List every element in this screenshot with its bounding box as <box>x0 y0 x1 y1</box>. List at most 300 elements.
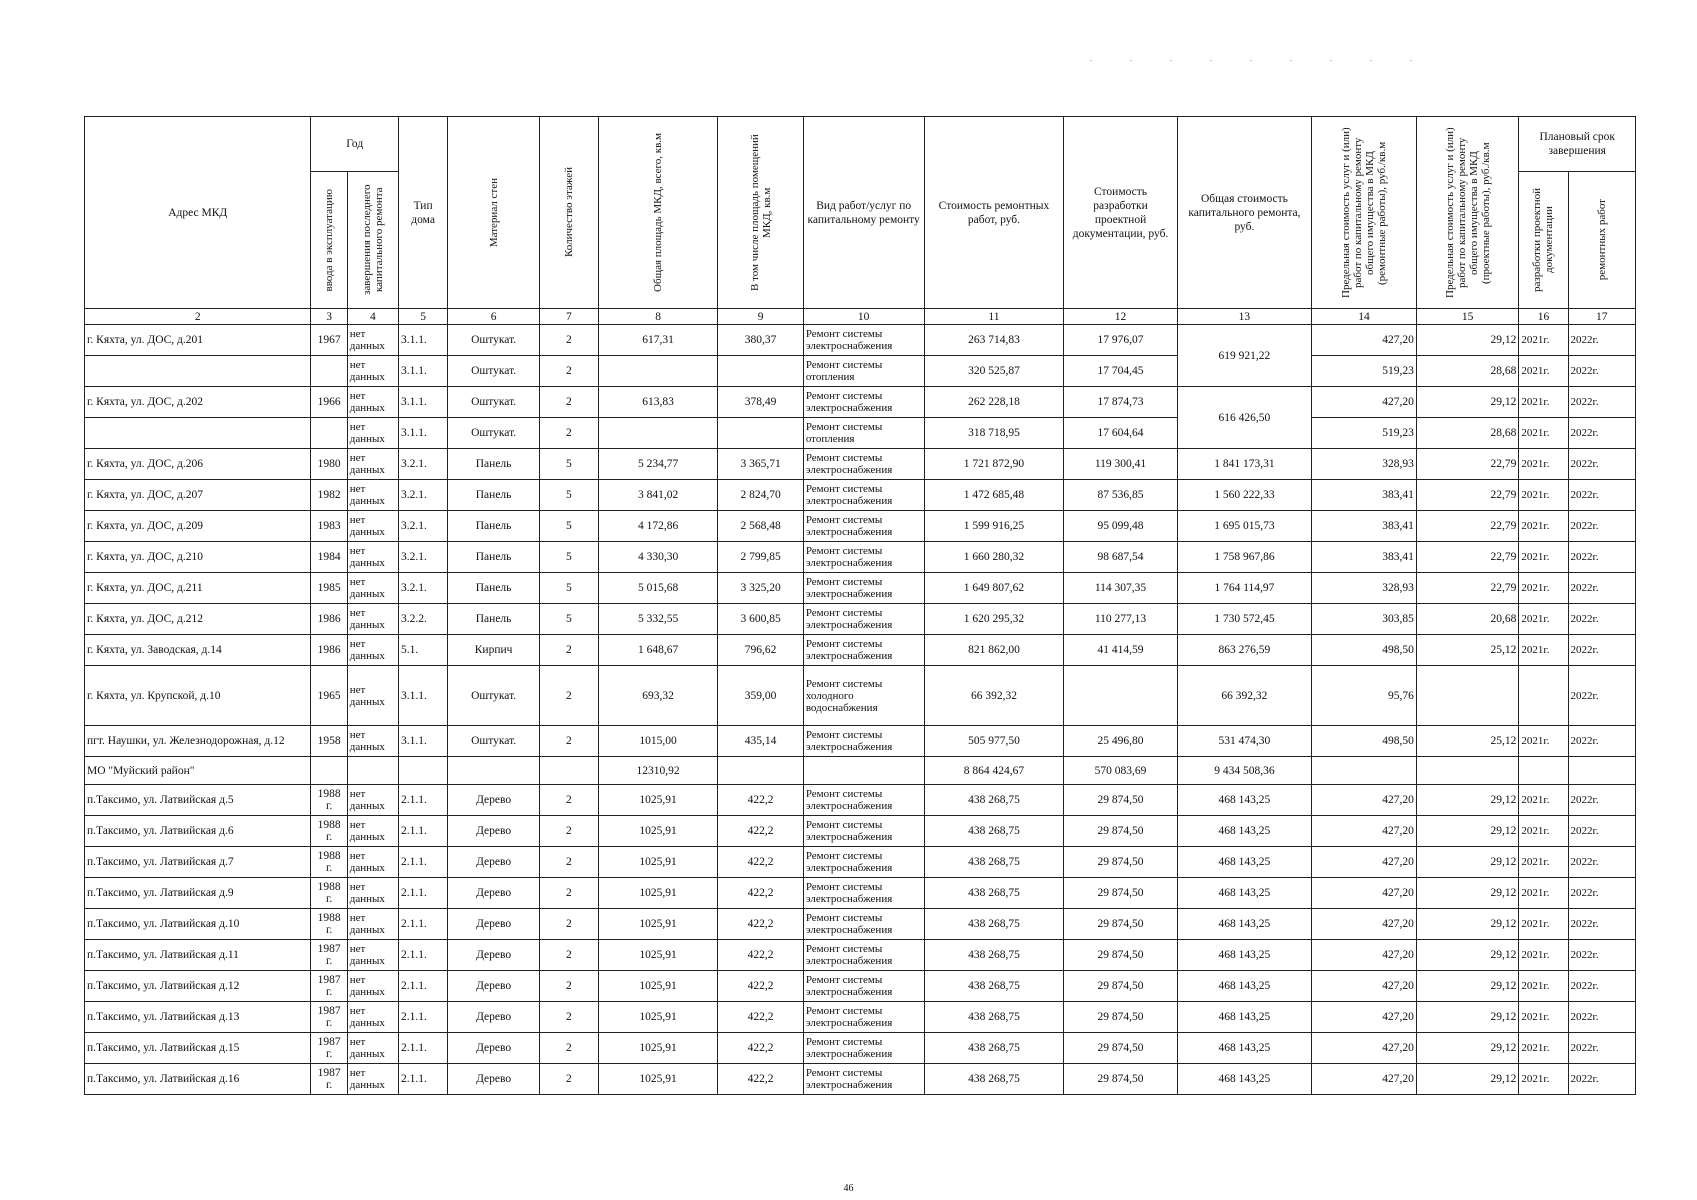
premises-area-cell: 435,14 <box>718 726 803 757</box>
table-row <box>85 542 1636 573</box>
work-type-cell: Ремонт системы холодного водоснабжения <box>803 666 924 726</box>
year-last-repair-cell: нет данных <box>347 940 398 971</box>
empty-cell <box>1568 757 1635 785</box>
limit-repair-cell: 303,85 <box>1312 604 1417 635</box>
work-type-cell: Ремонт системы электроснабжения <box>803 878 924 909</box>
limit-design-cell: 22,79 <box>1416 511 1519 542</box>
empty-cell <box>448 757 540 785</box>
work-type-cell: Ремонт системы отопления <box>803 418 924 449</box>
year-last-repair-cell: нет данных <box>347 573 398 604</box>
year-last-repair-cell: нет данных <box>347 480 398 511</box>
table-row <box>85 449 1636 480</box>
wall-material-cell: Дерево <box>448 1064 540 1095</box>
premises-area-cell: 2 824,70 <box>718 480 803 511</box>
work-type-cell: Ремонт системы электроснабжения <box>803 387 924 418</box>
column-number: 12 <box>1064 309 1177 325</box>
wall-material-cell: Дерево <box>448 785 540 816</box>
repair-cost-cell: 262 228,18 <box>924 387 1064 418</box>
total-cost-cell: 619 921,22 <box>1177 325 1312 387</box>
district-name-cell: МО "Муйский район" <box>85 757 311 785</box>
table-row <box>85 635 1636 666</box>
floors-cell: 2 <box>540 971 599 1002</box>
total-cost-cell: 468 143,25 <box>1177 847 1312 878</box>
planned-repair-cell: 2022г. <box>1568 1064 1635 1095</box>
table-row <box>85 325 1636 356</box>
empty-cell <box>540 757 599 785</box>
planned-design-cell: 2021г. <box>1519 418 1568 449</box>
work-type-cell: Ремонт системы электроснабжения <box>803 1064 924 1095</box>
limit-design-cell <box>1416 666 1519 726</box>
year-commission-cell: 1988 г. <box>311 816 347 847</box>
address-cell <box>85 418 311 449</box>
planned-design-cell: 2021г. <box>1519 387 1568 418</box>
work-type-cell: Ремонт системы электроснабжения <box>803 604 924 635</box>
total-cost-cell: 863 276,59 <box>1177 635 1312 666</box>
summary-repair-cost-cell: 8 864 424,67 <box>924 757 1064 785</box>
wall-material-cell: Дерево <box>448 1002 540 1033</box>
premises-area-cell: 2 799,85 <box>718 542 803 573</box>
house-type-cell: 3.1.1. <box>399 387 448 418</box>
header-planned-term: Плановый срок завершения <box>1519 117 1636 172</box>
limit-design-cell: 29,12 <box>1416 785 1519 816</box>
address-cell: г. Кяхта, ул. ДОС, д.202 <box>85 387 311 418</box>
planned-design-cell: 2021г. <box>1519 878 1568 909</box>
year-commission-cell: 1985 <box>311 573 347 604</box>
address-cell: п.Таксимо, ул. Латвийская д.11 <box>85 940 311 971</box>
summary-design-cost-cell: 570 083,69 <box>1064 757 1177 785</box>
work-type-cell: Ремонт системы электроснабжения <box>803 480 924 511</box>
premises-area-cell: 796,62 <box>718 635 803 666</box>
design-cost-cell: 98 687,54 <box>1064 542 1177 573</box>
table-row <box>85 1064 1636 1095</box>
design-cost-cell: 119 300,41 <box>1064 449 1177 480</box>
design-cost-cell: 29 874,50 <box>1064 878 1177 909</box>
header-total-cost: Общая стоимость капитального ремонта, руб. <box>1177 117 1312 309</box>
repair-cost-cell: 438 268,75 <box>924 1064 1064 1095</box>
repair-cost-cell: 1 721 872,90 <box>924 449 1064 480</box>
address-cell: п.Таксимо, ул. Латвийская д.12 <box>85 971 311 1002</box>
work-type-cell: Ремонт системы электроснабжения <box>803 1002 924 1033</box>
total-area-cell: 1025,91 <box>598 878 718 909</box>
table-row <box>85 785 1636 816</box>
planned-repair-cell: 2022г. <box>1568 635 1635 666</box>
planned-repair-cell: 2022г. <box>1568 878 1635 909</box>
total-cost-cell: 1 730 572,45 <box>1177 604 1312 635</box>
capital-repair-table <box>84 116 1636 1095</box>
wall-material-cell: Дерево <box>448 878 540 909</box>
total-area-cell: 1025,91 <box>598 785 718 816</box>
house-type-cell: 2.1.1. <box>399 816 448 847</box>
empty-cell <box>1312 757 1417 785</box>
house-type-cell: 2.1.1. <box>399 878 448 909</box>
repair-cost-cell: 821 862,00 <box>924 635 1064 666</box>
address-cell: п.Таксимо, ул. Латвийская д.13 <box>85 1002 311 1033</box>
work-type-cell: Ремонт системы электроснабжения <box>803 511 924 542</box>
limit-design-cell: 29,12 <box>1416 1002 1519 1033</box>
planned-design-cell: 2021г. <box>1519 356 1568 387</box>
limit-repair-cell: 427,20 <box>1312 971 1417 1002</box>
repair-cost-cell: 1 660 280,32 <box>924 542 1064 573</box>
header-year-last-repair: завершения последнего капитального ремонта <box>347 172 398 309</box>
header-repair-cost: Стоимость ремонтных работ, руб. <box>924 117 1064 309</box>
year-last-repair-cell: нет данных <box>347 847 398 878</box>
house-type-cell: 2.1.1. <box>399 1002 448 1033</box>
total-cost-cell: 1 560 222,33 <box>1177 480 1312 511</box>
limit-design-cell: 25,12 <box>1416 726 1519 757</box>
total-area-cell: 5 234,77 <box>598 449 718 480</box>
empty-cell <box>347 757 398 785</box>
design-cost-cell: 17 874,73 <box>1064 387 1177 418</box>
planned-repair-cell: 2022г. <box>1568 449 1635 480</box>
year-commission-cell: 1984 <box>311 542 347 573</box>
planned-design-cell: 2021г. <box>1519 325 1568 356</box>
design-cost-cell: 114 307,35 <box>1064 573 1177 604</box>
limit-repair-cell: 427,20 <box>1312 785 1417 816</box>
year-last-repair-cell: нет данных <box>347 726 398 757</box>
table-row <box>85 1002 1636 1033</box>
design-cost-cell: 29 874,50 <box>1064 785 1177 816</box>
header-design-cost: Стоимость разработки проектной документации, руб. <box>1064 117 1177 309</box>
limit-design-cell: 28,68 <box>1416 418 1519 449</box>
address-cell <box>85 356 311 387</box>
floors-cell: 5 <box>540 511 599 542</box>
premises-area-cell: 422,2 <box>718 785 803 816</box>
table-row <box>85 971 1636 1002</box>
table-row <box>85 511 1636 542</box>
wall-material-cell: Панель <box>448 511 540 542</box>
table-row <box>85 387 1636 418</box>
limit-repair-cell: 328,93 <box>1312 573 1417 604</box>
planned-design-cell <box>1519 666 1568 726</box>
house-type-cell: 3.1.1. <box>399 666 448 726</box>
address-cell: пгт. Наушки, ул. Железнодорожная, д.12 <box>85 726 311 757</box>
repair-cost-cell: 505 977,50 <box>924 726 1064 757</box>
header-total-area: Общая площадь МКД, всего, кв.м <box>598 117 718 309</box>
wall-material-cell: Дерево <box>448 909 540 940</box>
column-number: 4 <box>347 309 398 325</box>
empty-cell <box>399 757 448 785</box>
wall-material-cell: Панель <box>448 449 540 480</box>
planned-design-cell: 2021г. <box>1519 480 1568 511</box>
table-row <box>85 878 1636 909</box>
planned-repair-cell: 2022г. <box>1568 356 1635 387</box>
table-row <box>85 1033 1636 1064</box>
premises-area-cell: 3 325,20 <box>718 573 803 604</box>
floors-cell: 2 <box>540 356 599 387</box>
planned-repair-cell: 2022г. <box>1568 604 1635 635</box>
total-area-cell: 1025,91 <box>598 909 718 940</box>
table-row <box>85 816 1636 847</box>
header-year-commission: ввода в эксплуатацию <box>311 172 347 309</box>
design-cost-cell <box>1064 666 1177 726</box>
house-type-cell: 3.2.1. <box>399 480 448 511</box>
limit-repair-cell: 427,20 <box>1312 1033 1417 1064</box>
empty-cell <box>1519 757 1568 785</box>
year-last-repair-cell: нет данных <box>347 909 398 940</box>
planned-repair-cell: 2022г. <box>1568 511 1635 542</box>
wall-material-cell: Панель <box>448 542 540 573</box>
table-row <box>85 480 1636 511</box>
house-type-cell: 3.2.1. <box>399 511 448 542</box>
empty-cell <box>1416 757 1519 785</box>
repair-cost-cell: 66 392,32 <box>924 666 1064 726</box>
year-commission-cell: 1988 г. <box>311 878 347 909</box>
floors-cell: 2 <box>540 726 599 757</box>
design-cost-cell: 17 704,45 <box>1064 356 1177 387</box>
header-year: Год <box>311 117 399 172</box>
design-cost-cell: 87 536,85 <box>1064 480 1177 511</box>
work-type-cell: Ремонт системы электроснабжения <box>803 449 924 480</box>
address-cell: г. Кяхта, ул. ДОС, д.206 <box>85 449 311 480</box>
wall-material-cell: Дерево <box>448 847 540 878</box>
column-number: 16 <box>1519 309 1568 325</box>
planned-design-cell: 2021г. <box>1519 573 1568 604</box>
premises-area-cell: 378,49 <box>718 387 803 418</box>
address-cell: г. Кяхта, ул. ДОС, д.211 <box>85 573 311 604</box>
address-cell: г. Кяхта, ул. ДОС, д.210 <box>85 542 311 573</box>
repair-cost-cell: 438 268,75 <box>924 1002 1064 1033</box>
wall-material-cell: Дерево <box>448 971 540 1002</box>
limit-design-cell: 22,79 <box>1416 542 1519 573</box>
limit-design-cell: 20,68 <box>1416 604 1519 635</box>
total-cost-cell: 1 841 173,31 <box>1177 449 1312 480</box>
repair-cost-cell: 438 268,75 <box>924 971 1064 1002</box>
floors-cell: 2 <box>540 325 599 356</box>
work-type-cell: Ремонт системы электроснабжения <box>803 542 924 573</box>
total-area-cell: 1025,91 <box>598 1002 718 1033</box>
floors-cell: 2 <box>540 816 599 847</box>
repair-cost-cell: 438 268,75 <box>924 847 1064 878</box>
work-type-cell: Ремонт системы электроснабжения <box>803 726 924 757</box>
work-type-cell: Ремонт системы электроснабжения <box>803 847 924 878</box>
planned-repair-cell: 2022г. <box>1568 971 1635 1002</box>
total-area-cell: 5 332,55 <box>598 604 718 635</box>
year-commission-cell: 1987 г. <box>311 1064 347 1095</box>
year-last-repair-cell: нет данных <box>347 511 398 542</box>
house-type-cell: 2.1.1. <box>399 1033 448 1064</box>
repair-cost-cell: 438 268,75 <box>924 909 1064 940</box>
header-house-type: Тип дома <box>399 117 448 309</box>
premises-area-cell: 422,2 <box>718 940 803 971</box>
premises-area-cell: 422,2 <box>718 816 803 847</box>
house-type-cell: 3.2.1. <box>399 573 448 604</box>
address-cell: г. Кяхта, ул. ДОС, д.209 <box>85 511 311 542</box>
year-last-repair-cell: нет данных <box>347 878 398 909</box>
limit-design-cell: 29,12 <box>1416 878 1519 909</box>
total-cost-cell: 468 143,25 <box>1177 909 1312 940</box>
work-type-cell: Ремонт системы электроснабжения <box>803 325 924 356</box>
total-cost-cell: 468 143,25 <box>1177 878 1312 909</box>
limit-design-cell: 22,79 <box>1416 480 1519 511</box>
address-cell: п.Таксимо, ул. Латвийская д.10 <box>85 909 311 940</box>
planned-repair-cell: 2022г. <box>1568 785 1635 816</box>
column-number: 11 <box>924 309 1064 325</box>
total-cost-cell: 468 143,25 <box>1177 1002 1312 1033</box>
floors-cell: 2 <box>540 635 599 666</box>
total-cost-cell: 1 764 114,97 <box>1177 573 1312 604</box>
repair-cost-cell: 1 649 807,62 <box>924 573 1064 604</box>
planned-repair-cell: 2022г. <box>1568 940 1635 971</box>
summary-total-cost-cell: 9 434 508,36 <box>1177 757 1312 785</box>
floors-cell: 5 <box>540 604 599 635</box>
planned-repair-cell: 2022г. <box>1568 909 1635 940</box>
floors-cell: 2 <box>540 1002 599 1033</box>
limit-design-cell: 29,12 <box>1416 1033 1519 1064</box>
repair-cost-cell: 1 472 685,48 <box>924 480 1064 511</box>
column-number: 10 <box>803 309 924 325</box>
total-cost-cell: 66 392,32 <box>1177 666 1312 726</box>
total-cost-cell: 468 143,25 <box>1177 940 1312 971</box>
planned-design-cell: 2021г. <box>1519 635 1568 666</box>
work-type-cell: Ремонт системы электроснабжения <box>803 940 924 971</box>
year-last-repair-cell: нет данных <box>347 816 398 847</box>
premises-area-cell: 3 600,85 <box>718 604 803 635</box>
table-row <box>85 418 1636 449</box>
planned-design-cell: 2021г. <box>1519 511 1568 542</box>
house-type-cell: 2.1.1. <box>399 785 448 816</box>
wall-material-cell: Оштукат. <box>448 418 540 449</box>
address-cell: п.Таксимо, ул. Латвийская д.5 <box>85 785 311 816</box>
address-cell: п.Таксимо, ул. Латвийская д.16 <box>85 1064 311 1095</box>
work-type-cell: Ремонт системы электроснабжения <box>803 816 924 847</box>
limit-repair-cell: 427,20 <box>1312 387 1417 418</box>
table-row <box>85 847 1636 878</box>
planned-repair-cell: 2022г. <box>1568 1002 1635 1033</box>
floors-cell: 2 <box>540 847 599 878</box>
summary-area-cell: 12310,92 <box>598 757 718 785</box>
limit-repair-cell: 427,20 <box>1312 325 1417 356</box>
scan-noise <box>1090 48 1490 52</box>
address-cell: п.Таксимо, ул. Латвийская д.9 <box>85 878 311 909</box>
total-area-cell <box>598 418 718 449</box>
header-wall-material: Материал стен <box>448 117 540 309</box>
limit-design-cell: 22,79 <box>1416 573 1519 604</box>
column-number: 9 <box>718 309 803 325</box>
wall-material-cell: Оштукат. <box>448 666 540 726</box>
planned-repair-cell: 2022г. <box>1568 666 1635 726</box>
design-cost-cell: 41 414,59 <box>1064 635 1177 666</box>
house-type-cell: 3.2.1. <box>399 449 448 480</box>
total-cost-cell: 468 143,25 <box>1177 1033 1312 1064</box>
year-commission-cell: 1988 г. <box>311 785 347 816</box>
total-cost-cell: 468 143,25 <box>1177 971 1312 1002</box>
limit-repair-cell: 383,41 <box>1312 542 1417 573</box>
column-number-row <box>85 309 1636 325</box>
planned-design-cell: 2021г. <box>1519 1064 1568 1095</box>
table-row <box>85 604 1636 635</box>
premises-area-cell: 422,2 <box>718 971 803 1002</box>
floors-cell: 2 <box>540 1033 599 1064</box>
floors-cell: 2 <box>540 909 599 940</box>
premises-area-cell: 422,2 <box>718 847 803 878</box>
floors-cell: 5 <box>540 542 599 573</box>
house-type-cell: 2.1.1. <box>399 1064 448 1095</box>
premises-area-cell: 422,2 <box>718 1033 803 1064</box>
house-type-cell: 2.1.1. <box>399 909 448 940</box>
limit-design-cell: 22,79 <box>1416 449 1519 480</box>
column-number: 13 <box>1177 309 1312 325</box>
design-cost-cell: 29 874,50 <box>1064 847 1177 878</box>
house-type-cell: 3.1.1. <box>399 325 448 356</box>
design-cost-cell: 29 874,50 <box>1064 1064 1177 1095</box>
limit-repair-cell: 519,23 <box>1312 418 1417 449</box>
house-type-cell: 3.1.1. <box>399 418 448 449</box>
total-area-cell: 1025,91 <box>598 1064 718 1095</box>
floors-cell: 2 <box>540 785 599 816</box>
premises-area-cell: 422,2 <box>718 909 803 940</box>
limit-design-cell: 28,68 <box>1416 356 1519 387</box>
empty-cell <box>718 757 803 785</box>
header-limit-repair: Предельная стоимость услуг и (или) работ по капитальному ремонту общего имущества в МКД (ремонтные работы), руб./кв.м <box>1312 117 1417 309</box>
planned-repair-cell: 2022г. <box>1568 542 1635 573</box>
wall-material-cell: Дерево <box>448 1033 540 1064</box>
table-row <box>85 573 1636 604</box>
floors-cell: 2 <box>540 666 599 726</box>
total-area-cell: 1025,91 <box>598 847 718 878</box>
year-last-repair-cell: нет данных <box>347 325 398 356</box>
year-last-repair-cell: нет данных <box>347 418 398 449</box>
total-cost-cell: 616 426,50 <box>1177 387 1312 449</box>
planned-design-cell: 2021г. <box>1519 604 1568 635</box>
table-row <box>85 666 1636 726</box>
limit-design-cell: 29,12 <box>1416 1064 1519 1095</box>
limit-design-cell: 29,12 <box>1416 909 1519 940</box>
address-cell: п.Таксимо, ул. Латвийская д.7 <box>85 847 311 878</box>
year-last-repair-cell: нет данных <box>347 785 398 816</box>
total-area-cell: 693,32 <box>598 666 718 726</box>
limit-repair-cell: 427,20 <box>1312 816 1417 847</box>
year-commission-cell: 1987 г. <box>311 971 347 1002</box>
address-cell: п.Таксимо, ул. Латвийская д.15 <box>85 1033 311 1064</box>
total-area-cell: 4 172,86 <box>598 511 718 542</box>
repair-cost-cell: 320 525,87 <box>924 356 1064 387</box>
planned-repair-cell: 2022г. <box>1568 480 1635 511</box>
header-planned-design: разработки проектной документации <box>1519 172 1568 309</box>
empty-cell <box>311 757 347 785</box>
house-type-cell: 3.2.1. <box>399 542 448 573</box>
work-type-cell: Ремонт системы электроснабжения <box>803 909 924 940</box>
premises-area-cell: 380,37 <box>718 325 803 356</box>
total-area-cell: 3 841,02 <box>598 480 718 511</box>
limit-design-cell: 29,12 <box>1416 971 1519 1002</box>
planned-repair-cell: 2022г. <box>1568 325 1635 356</box>
column-number: 17 <box>1568 309 1635 325</box>
header-planned-repair: ремонтных работ <box>1568 172 1635 309</box>
limit-repair-cell: 427,20 <box>1312 940 1417 971</box>
limit-repair-cell: 383,41 <box>1312 480 1417 511</box>
year-last-repair-cell: нет данных <box>347 356 398 387</box>
year-commission-cell: 1966 <box>311 387 347 418</box>
premises-area-cell: 422,2 <box>718 878 803 909</box>
design-cost-cell: 29 874,50 <box>1064 1033 1177 1064</box>
page-number: 46 <box>843 1183 854 1194</box>
limit-design-cell: 29,12 <box>1416 325 1519 356</box>
year-last-repair-cell: нет данных <box>347 387 398 418</box>
floors-cell: 2 <box>540 1064 599 1095</box>
planned-design-cell: 2021г. <box>1519 726 1568 757</box>
work-type-cell: Ремонт системы электроснабжения <box>803 785 924 816</box>
address-cell: п.Таксимо, ул. Латвийская д.6 <box>85 816 311 847</box>
year-last-repair-cell: нет данных <box>347 449 398 480</box>
work-type-cell: Ремонт системы электроснабжения <box>803 573 924 604</box>
year-commission-cell: 1986 <box>311 635 347 666</box>
column-number: 14 <box>1312 309 1417 325</box>
house-type-cell: 3.1.1. <box>399 726 448 757</box>
premises-area-cell <box>718 356 803 387</box>
planned-repair-cell: 2022г. <box>1568 816 1635 847</box>
planned-design-cell: 2021г. <box>1519 1033 1568 1064</box>
total-area-cell: 1025,91 <box>598 971 718 1002</box>
